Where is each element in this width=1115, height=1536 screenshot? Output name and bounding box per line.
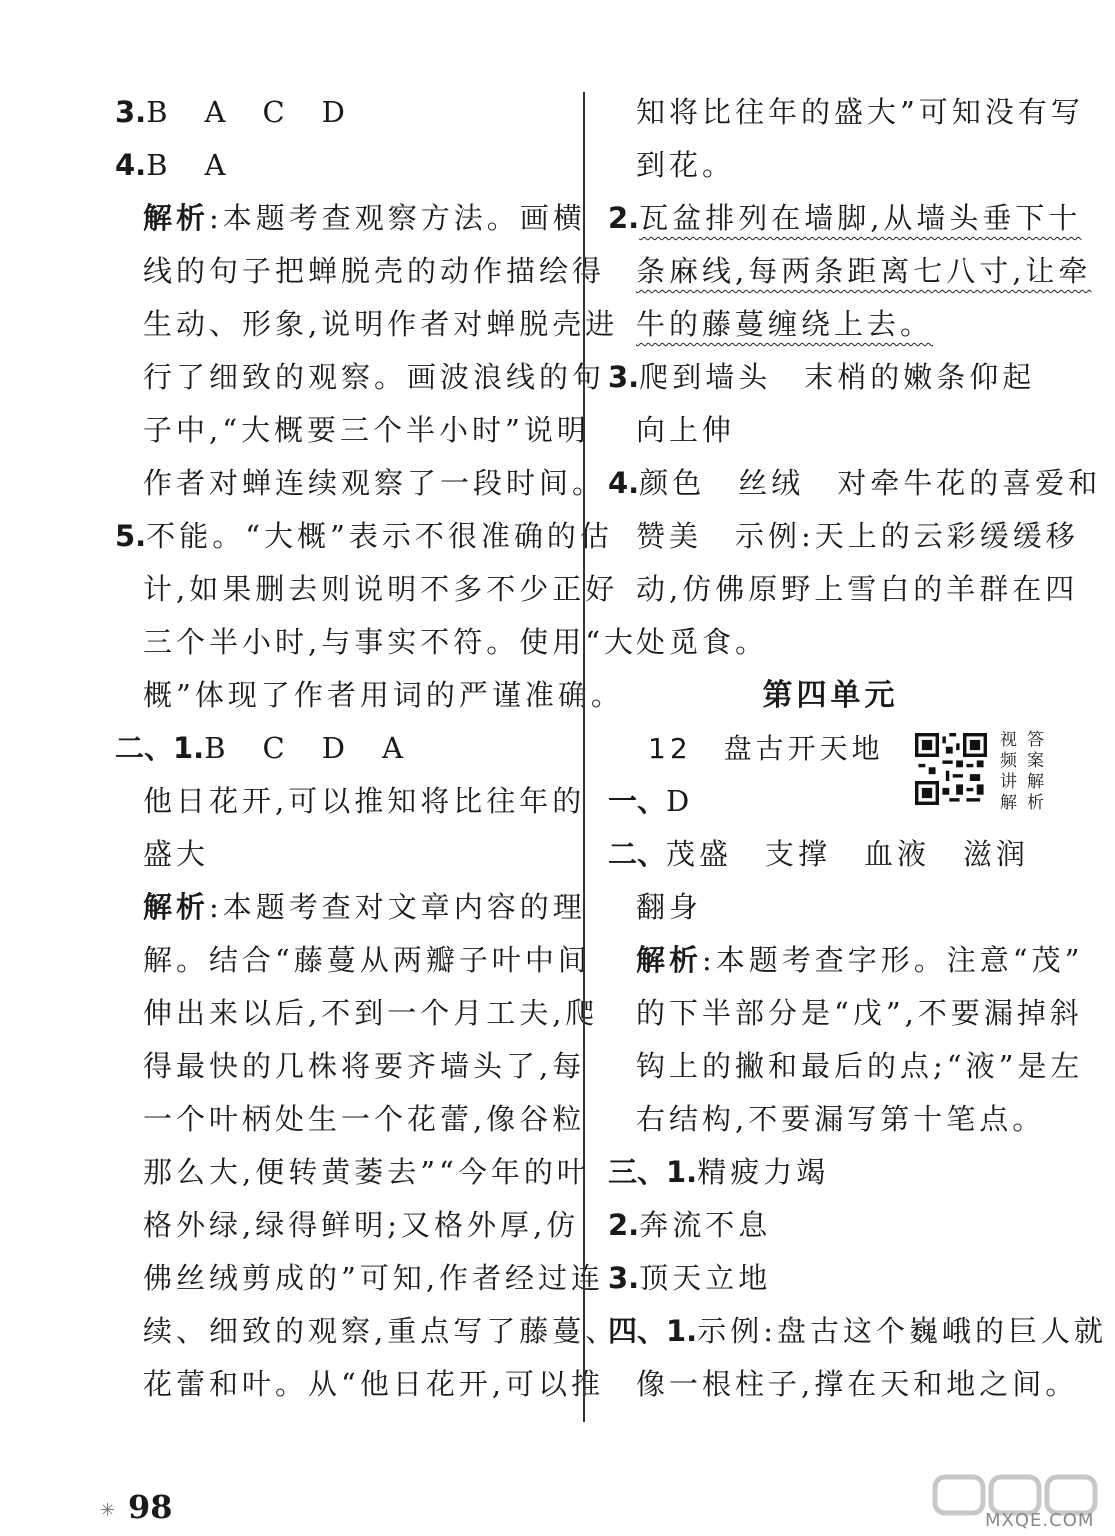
qr-code-icon[interactable] <box>915 733 987 805</box>
answer-text: 生动、形象,说明作者对蝉脱壳进 <box>143 307 619 341</box>
answer-line <box>115 510 613 563</box>
answer-text: 不能。“大概”表示不很准确的估 <box>146 519 613 553</box>
answer-text: 奔流不息 <box>639 1208 772 1242</box>
answer-text: 概”体现了作者用词的严谨准确。 <box>143 678 624 712</box>
answer-line <box>115 1305 619 1358</box>
answer-text: 三个半小时,与事实不符。使用“大 <box>143 625 638 659</box>
qr-label-char: 析 <box>1027 793 1044 813</box>
answer-line <box>115 1358 605 1411</box>
answer-line <box>115 1146 590 1199</box>
question-number: 二、1. <box>115 731 205 765</box>
answer-text: B A C D <box>146 95 349 129</box>
answer-line <box>608 1093 1053 1146</box>
answer-line <box>608 1146 1053 1199</box>
answer-text: 解。结合“藤蔓从两瓣子叶中间 <box>143 943 591 977</box>
answer-text: 动,仿佛原野上雪白的羊群在四 <box>636 572 1079 606</box>
question-number: 2. <box>608 1208 640 1242</box>
answer-text: 右结构,不要漏写第十笔点。 <box>636 1102 1046 1136</box>
answer-line <box>608 139 1053 192</box>
answer-line <box>608 510 1079 563</box>
question-number: 一、 <box>608 784 667 818</box>
answer-line <box>608 1358 1079 1411</box>
answer-text: 的下半部分是“戊”,不要漏掉斜 <box>636 996 1083 1030</box>
answer-line <box>608 404 1053 457</box>
qr-label-char: 案 <box>1027 751 1044 771</box>
answer-text: 到花。 <box>636 148 736 182</box>
answer-line <box>608 192 1082 245</box>
answer-text: 知将比往年的盛大”可知没有写 <box>636 95 1084 129</box>
answer-text: 那么大,便转黄萎去”“今年的叶 <box>143 1155 590 1189</box>
answer-line <box>115 669 624 722</box>
answer-text: B A <box>146 148 230 182</box>
page-number: 98 <box>128 1488 173 1526</box>
qr-label-char: 频 <box>1000 751 1017 771</box>
answer-line <box>608 1040 1084 1093</box>
answer-text: 佛丝绒剪成的”可知,作者经过连 <box>143 1261 605 1295</box>
answer-line <box>115 457 606 510</box>
answer-line <box>115 86 567 139</box>
question-number: 4. <box>608 466 640 500</box>
answer-line <box>608 298 1053 351</box>
right-bottom-answers <box>608 775 1107 1411</box>
answer-line <box>608 616 1053 669</box>
answer-line <box>115 139 567 192</box>
answer-line <box>115 828 567 881</box>
answer-line <box>608 1199 1053 1252</box>
answer-line <box>115 351 606 404</box>
answer-line <box>608 563 1079 616</box>
answer-line <box>115 1199 580 1252</box>
answer-text: 精疲力竭 <box>697 1155 830 1189</box>
answer-line <box>115 881 586 934</box>
answer-text: 茂盛 支撑 血液 滋润 <box>666 837 1030 871</box>
answer-text: :本题考查观察方法。画横 <box>209 201 586 235</box>
answer-text: 子中,“大概要三个半小时”说明 <box>143 413 590 447</box>
answer-line <box>608 457 1102 510</box>
answer-text: 格外绿,绿得鲜明;又格外厚,仿 <box>143 1208 580 1242</box>
question-number: 3. <box>608 360 640 394</box>
lesson-title: 12 盘古开天地 <box>648 732 884 765</box>
answer-line <box>608 1252 1053 1305</box>
answer-text: 向上伸 <box>636 413 736 447</box>
answer-text: 处觅食。 <box>636 625 769 659</box>
answer-text: :本题考查字形。注意“茂” <box>702 943 1084 977</box>
qr-labels <box>997 730 1047 814</box>
analysis-label: 解析 <box>143 201 210 235</box>
answer-text: 他日花开,可以推知将比往年的 <box>143 784 586 818</box>
question-number: 3. <box>608 1261 640 1295</box>
answer-text: 爬到墙头 末梢的嫩条仰起 <box>639 360 1036 394</box>
answer-text: 条麻线,每两条距离七八寸,让牵 <box>636 254 1092 288</box>
answer-line <box>608 1305 1107 1358</box>
answer-line <box>115 934 591 987</box>
question-number: 3. <box>115 95 147 129</box>
qr-label-char: 解 <box>1027 772 1044 792</box>
question-number: 四、1. <box>608 1314 698 1348</box>
question-number: 4. <box>115 148 147 182</box>
answer-text: :本题考查对文章内容的理 <box>209 890 586 924</box>
answer-text: 示例:盘古这个巍峨的巨人就 <box>697 1314 1107 1348</box>
answer-line <box>115 1040 586 1093</box>
answer-text: 作者对蝉连续观察了一段时间。 <box>143 466 606 500</box>
answer-text: 顶天立地 <box>639 1261 772 1295</box>
qr-label-char: 解 <box>1000 793 1017 813</box>
answer-text: 一个叶柄处生一个花蕾,像谷粒 <box>143 1102 586 1136</box>
answer-line <box>115 775 586 828</box>
question-number: 2. <box>608 201 640 235</box>
answer-text: 钩上的撇和最后的点;“液”是左 <box>636 1049 1084 1083</box>
answer-line <box>115 563 619 616</box>
answer-text: 花蕾和叶。从“他日花开,可以推 <box>143 1367 605 1401</box>
answer-text: 瓦盆排列在墙脚,从墙头垂下十 <box>639 201 1082 235</box>
qr-label-char: 视 <box>1000 730 1017 750</box>
answer-line <box>608 987 1083 1040</box>
watermark-text: MXQE.COM <box>985 1510 1095 1531</box>
analysis-label: 解析 <box>636 943 703 977</box>
question-number: 二、 <box>608 837 667 871</box>
answer-text: 颜色 丝绒 对牵牛花的喜爱和 <box>639 466 1102 500</box>
answer-text: 续、细致的观察,重点写了藤蔓、 <box>143 1314 619 1348</box>
answer-text: D <box>666 784 694 818</box>
answer-line <box>608 828 1053 881</box>
answer-text: 得最快的几株将要齐墙头了,每 <box>143 1049 586 1083</box>
answer-text: B C D A <box>204 731 407 765</box>
answer-line <box>608 934 1084 987</box>
answer-text: 线的句子把蝉脱壳的动作描绘得 <box>143 254 606 288</box>
answer-line <box>608 881 1053 934</box>
answer-line <box>608 86 1084 139</box>
answer-line <box>608 351 1053 404</box>
question-number: 5. <box>115 519 147 553</box>
answer-line <box>608 245 1092 298</box>
answer-text: 盛大 <box>143 837 210 871</box>
answer-line <box>115 245 606 298</box>
answer-line <box>115 192 586 245</box>
decoration-icon: ✳ <box>100 1500 116 1521</box>
qr-label-char: 讲 <box>1000 772 1017 792</box>
answer-line <box>115 616 638 669</box>
left-column <box>115 86 638 1411</box>
answer-line <box>115 722 567 775</box>
answer-text: 翻身 <box>636 890 703 924</box>
right-top-answers <box>608 86 1102 669</box>
analysis-label: 解析 <box>143 890 210 924</box>
answer-line <box>115 987 599 1040</box>
answer-text: 像一根柱子,撑在天和地之间。 <box>636 1367 1079 1401</box>
answer-text: 牛的藤蔓缠绕上去。 <box>636 307 934 341</box>
answer-line <box>115 1252 605 1305</box>
qr-label-char: 答 <box>1027 730 1044 750</box>
answer-line <box>115 404 590 457</box>
column-divider <box>583 92 585 1422</box>
answer-text: 伸出来以后,不到一个月工夫,爬 <box>143 996 599 1030</box>
answer-text: 行了细致的观察。画波浪线的句 <box>143 360 606 394</box>
answer-line <box>115 298 619 351</box>
question-number: 三、1. <box>608 1155 698 1189</box>
answer-text: 赞美 示例:天上的云彩缓缓移 <box>636 519 1079 553</box>
answer-text: 计,如果删去则说明不多不少正好 <box>143 572 619 606</box>
answer-line <box>115 1093 586 1146</box>
unit-title: 第四单元 <box>762 678 899 713</box>
